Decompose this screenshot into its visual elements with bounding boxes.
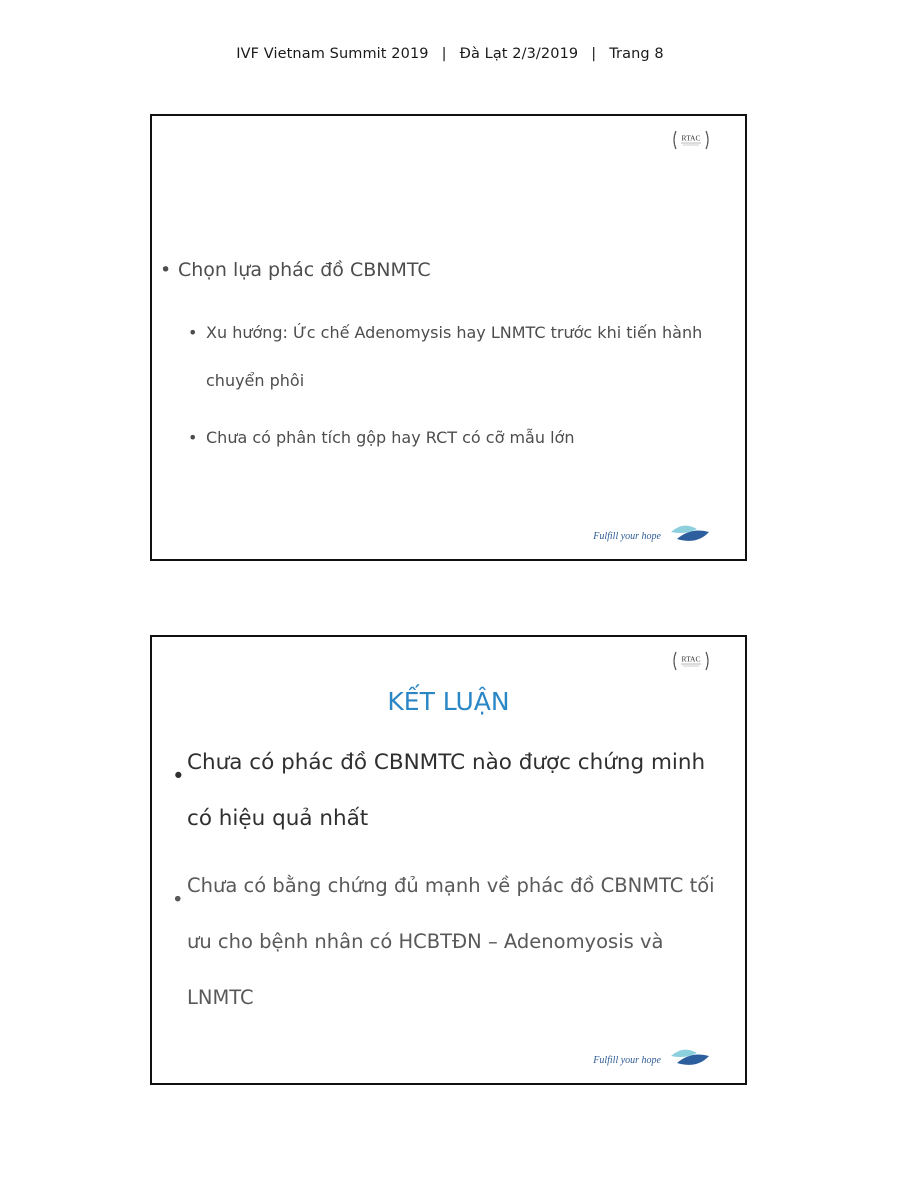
rtac-logo xyxy=(671,649,711,673)
bullet-text: Chưa có bằng chứng đủ mạnh về phác đồ CBNMTC tối ưu cho bệnh nhân có HCBTĐN – Adenomyosis và LNMTC xyxy=(187,874,715,1009)
leaf-logo-icon xyxy=(669,523,711,545)
bullet-text: Chưa có phác đồ CBNMTC nào được chứng minh có hiệu quả nhất xyxy=(187,750,706,831)
page-header xyxy=(0,46,900,62)
bullet-text: Xu hướng: Ức chế Adenomysis hay LNMTC trước khi tiến hành chuyển phôi xyxy=(206,323,703,390)
footer-brand xyxy=(593,1047,711,1069)
bullet-text: Chưa có phân tích gộp hay RCT có cỡ mẫu lớn xyxy=(206,428,575,447)
bullet-level1 xyxy=(172,749,732,847)
slide-1 xyxy=(150,114,747,561)
header-page-number: Trang 8 xyxy=(609,46,664,62)
header-separator: | xyxy=(591,46,597,62)
svg-text:RTAC: RTAC xyxy=(681,654,701,664)
bullet-dot: • xyxy=(172,764,185,789)
bullet-dot: • xyxy=(172,888,184,911)
leaf-logo-icon xyxy=(669,1047,711,1069)
bullet-dot: • xyxy=(160,259,172,281)
rtac-logo xyxy=(671,128,711,152)
brand-tagline: Fulfill your hope xyxy=(593,1055,661,1066)
bullet-level1 xyxy=(160,259,720,281)
bullet-level1 xyxy=(172,872,732,1026)
slide-2 xyxy=(150,635,747,1085)
bullet-dot: • xyxy=(188,323,198,342)
slide-title: KẾT LUẬN xyxy=(387,687,510,716)
brand-tagline: Fulfill your hope xyxy=(593,531,661,542)
bullet-dot: • xyxy=(188,428,198,447)
footer-brand xyxy=(593,523,711,545)
header-location-date: Đà Lạt 2/3/2019 xyxy=(459,46,579,62)
header-separator: | xyxy=(441,46,447,62)
bullet-level2 xyxy=(188,321,723,405)
bullet-level2 xyxy=(188,428,723,447)
header-event: IVF Vietnam Summit 2019 xyxy=(236,46,429,62)
svg-text:RTAC: RTAC xyxy=(681,133,701,143)
bullet-text: Chọn lựa phác đồ CBNMTC xyxy=(178,259,431,281)
